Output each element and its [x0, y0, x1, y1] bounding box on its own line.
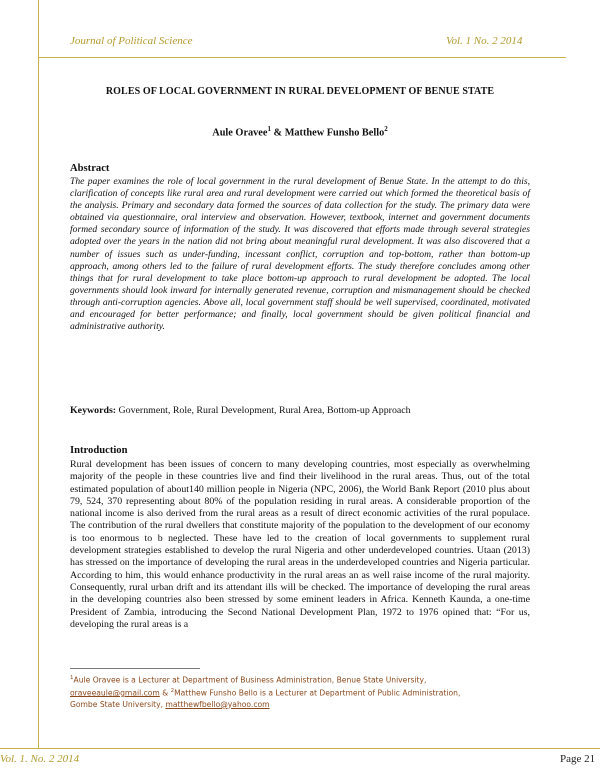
footnote-marker-2: 2	[170, 687, 175, 694]
author-2-marker: 2	[384, 125, 388, 133]
introduction-heading: Introduction	[70, 445, 128, 456]
footer-volume: Vol. 1. No. 2 2014	[0, 753, 80, 765]
author-line	[60, 125, 540, 138]
footnote-rule	[70, 668, 200, 669]
keywords-label: Keywords:	[70, 405, 117, 416]
footnote-marker-1: 1	[70, 675, 74, 681]
footnote-line-2: oraveeaule@gmail.com & $^2$Matthew Funsho Bello is a Lecturer at Department of Public Administration,	[70, 687, 461, 698]
keywords-value: Government, Role, Rural Development, Rural Area, Bottom-up Approach	[116, 405, 411, 416]
introduction-body: Rural development has been issues of concern to many developing countries, most especially as overwhelming majority of the people in these countries live and find their livelihood in the rural areas. Thus, out of the total estimated population of about140 million people in Nigeria (NPC, 2006), the World Bank Report (2010 plus about 79, 524, 370 representing about 80% of the population residing in rural areas. A considerable proportion of the national income is also derived from the rural areas as a result of direct economic activities of the rural populace. The contribution of the rural dwellers that constitute majority of the population to the development of our economy is too enormous to b neglected. These have led to the creation of local governments to supplement rural development strategies established to develop the rural Nigeria and other underdeveloped countries. Utaan (2013) has stressed on the importance of developing the rural areas in the underdeveloped countries and Nigeria particular. According to him, this would enhance productivity in the rural areas an as well raise income of the rural majority. Consequently, rural urban drift and its attendant ills will be checked. The importance of developing the rural areas in the developing countries also been stressed by some eminent leaders in Africa. Kenneth Kaunda, a one-time President of Zambia, introducing the Second National Development Plan, 1972 to 1976 opined that: “For us, developing the rural areas is a	[70, 459, 530, 630]
page-frame-left-rule	[38, 0, 39, 748]
paper-title: ROLES OF LOCAL GOVERNMENT IN RURAL DEVELOPMENT OF BENUE STATE	[105, 86, 495, 97]
header-rule	[38, 57, 566, 58]
header-volume: Vol. 1 No. 2 2014	[446, 35, 523, 47]
email-link-1[interactable]: oraveeaule@gmail.com	[70, 688, 160, 698]
author-2: Matthew Funsho Bello	[284, 127, 385, 139]
footnote	[70, 673, 540, 710]
author-separator: &	[270, 127, 285, 139]
abstract-heading: Abstract	[70, 163, 110, 174]
email-link-2[interactable]: matthewfbello@yahoo.com	[165, 699, 270, 709]
footnote-line-1: $^1$Aule Oravee is a Lecturer at Department of Business Administration, Benue State University,	[70, 675, 427, 685]
footer-rule	[0, 748, 600, 749]
author-1-marker: 1	[267, 125, 271, 133]
keywords-line	[70, 405, 540, 416]
page-number: Page 21	[560, 753, 596, 765]
abstract-body: The paper examines the role of local government in the rural development of Benue State. In the attempt to do this, clarification of concepts like rural area and rural development were carried out which formed the theoretical basis of the analysis. Primary and secondary data formed the sources of data collection for the study. The primary data were obtained via questionnaire, oral interview and observation. However, textbook, internet and government documents formed secondary source of information of the study. It was discovered that efforts made through several strategies adopted over the years in the nation did not bring about meaningful rural development. It was also discovered that a number of issues such as under-funding, incessant conflict, corruption and top-bottom, rather than bottom-up approach, among others led to the failure of rural development efforts. The study therefore concludes among other things that for rural development to take place bottom-up approach to rural development be adopted. The local governments should look inward for internally generated revenue, corruption and mismanagement should be checked through anti-corruption agencies. Above all, local government staff should be well supervised, coordinated, motivated and encouraged for better performance; and finally, local government should be given political financial and administrative authority.	[70, 176, 530, 333]
journal-name: Journal of Political Science	[70, 35, 193, 47]
footnote-line-3: Gombe State University, matthewfbello@yahoo.com	[70, 699, 270, 709]
author-1: Aule Oravee	[212, 127, 268, 139]
